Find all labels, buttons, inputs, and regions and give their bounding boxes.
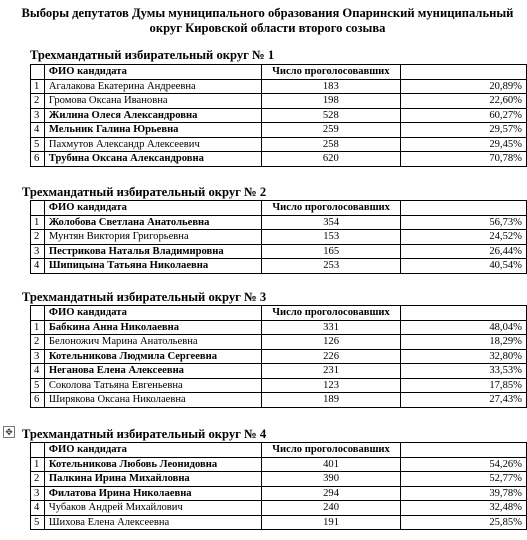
table-row: [31, 79, 527, 94]
row-number: 2: [31, 94, 45, 109]
candidate-name: Громова Оксана Ивановна: [44, 94, 261, 109]
table-row: [31, 137, 527, 152]
table-row: [31, 349, 527, 364]
votes-count: 165: [261, 244, 401, 259]
votes-count: 123: [261, 378, 401, 393]
header-name-cell: ФИО кандидата: [44, 306, 261, 321]
votes-count: 240: [261, 501, 401, 516]
candidate-name: Филатова Ирина Николаевна: [44, 486, 261, 501]
table-row: [31, 486, 527, 501]
votes-percent: 29,45%: [401, 137, 527, 152]
row-number: 6: [31, 152, 45, 167]
four-arrows-move-icon[interactable]: ✥: [3, 426, 15, 438]
candidate-name: Трубина Оксана Александровна: [44, 152, 261, 167]
table-header-row: [31, 65, 527, 80]
header-pct-cell: [401, 443, 527, 458]
header-votes-cell: Число проголосовавших: [261, 65, 401, 80]
votes-count: 253: [261, 259, 401, 274]
district-3-table: [30, 305, 527, 408]
votes-count: 390: [261, 472, 401, 487]
votes-count: 331: [261, 320, 401, 335]
row-number: 3: [31, 108, 45, 123]
district-4-title: Трехмандатный избирательный округ № 4: [22, 427, 267, 441]
district-3-title: Трехмандатный избирательный округ № 3: [22, 290, 267, 304]
votes-percent: 48,04%: [401, 320, 527, 335]
header-votes-cell: Число проголосовавших: [261, 201, 401, 216]
district-2-table: [30, 200, 527, 274]
votes-percent: 40,54%: [401, 259, 527, 274]
row-number: 1: [31, 457, 45, 472]
candidate-name: Палкина Ирина Михайловна: [44, 472, 261, 487]
candidate-name: Жолобова Светлана Анатольевна: [44, 215, 261, 230]
candidate-name: Пахмутов Александр Алексеевич: [44, 137, 261, 152]
table-row: [31, 94, 527, 109]
row-number: 2: [31, 230, 45, 245]
header-votes-cell: Число проголосовавших: [261, 443, 401, 458]
row-number: 3: [31, 486, 45, 501]
votes-percent: 26,44%: [401, 244, 527, 259]
table-row: [31, 108, 527, 123]
candidate-name: Котельникова Любовь Леонидовна: [44, 457, 261, 472]
votes-percent: 29,57%: [401, 123, 527, 138]
header-name-cell: ФИО кандидата: [44, 201, 261, 216]
row-number: 5: [31, 137, 45, 152]
votes-percent: 24,52%: [401, 230, 527, 245]
votes-count: 401: [261, 457, 401, 472]
votes-percent: 39,78%: [401, 486, 527, 501]
candidate-name: Белоножич Марина Анатольевна: [44, 335, 261, 350]
row-number: 4: [31, 259, 45, 274]
votes-count: 354: [261, 215, 401, 230]
row-number: 2: [31, 472, 45, 487]
candidate-name: Котельникова Людмила Сергеевна: [44, 349, 261, 364]
table-row: [31, 215, 527, 230]
table-row: [31, 230, 527, 245]
header-votes-cell: Число проголосовавших: [261, 306, 401, 321]
votes-count: 191: [261, 515, 401, 530]
table-row: [31, 244, 527, 259]
district-1-table: [30, 64, 527, 167]
row-number: 4: [31, 123, 45, 138]
table-row: [31, 152, 527, 167]
candidate-name: Ширякова Оксана Николаевна: [44, 393, 261, 408]
district-1-title: Трехмандатный избирательный округ № 1: [30, 48, 275, 62]
votes-percent: 52,77%: [401, 472, 527, 487]
candidate-name: Жилина Олеся Александровна: [44, 108, 261, 123]
votes-percent: 56,73%: [401, 215, 527, 230]
votes-percent: 18,29%: [401, 335, 527, 350]
votes-percent: 25,85%: [401, 515, 527, 530]
header-num-cell: [31, 65, 45, 80]
row-number: 4: [31, 501, 45, 516]
table-row: [31, 259, 527, 274]
votes-percent: 27,43%: [401, 393, 527, 408]
votes-percent: 32,48%: [401, 501, 527, 516]
candidate-name: Агалакова Екатерина Андреевна: [44, 79, 261, 94]
votes-percent: 17,85%: [401, 378, 527, 393]
row-number: 3: [31, 244, 45, 259]
header-pct-cell: [401, 306, 527, 321]
row-number: 1: [31, 215, 45, 230]
votes-count: 153: [261, 230, 401, 245]
votes-count: 231: [261, 364, 401, 379]
votes-count: 528: [261, 108, 401, 123]
candidate-name: Шипицына Татьяна Николаевна: [44, 259, 261, 274]
votes-count: 620: [261, 152, 401, 167]
table-header-row: [31, 306, 527, 321]
row-number: 5: [31, 515, 45, 530]
row-number: 4: [31, 364, 45, 379]
district-2-title: Трехмандатный избирательный округ № 2: [22, 185, 267, 199]
candidate-name: Бабкина Анна Николаевна: [44, 320, 261, 335]
table-row: [31, 457, 527, 472]
row-number: 5: [31, 378, 45, 393]
votes-count: 189: [261, 393, 401, 408]
votes-count: 258: [261, 137, 401, 152]
table-row: [31, 364, 527, 379]
votes-percent: 60,27%: [401, 108, 527, 123]
votes-count: 126: [261, 335, 401, 350]
table-header-row: [31, 443, 527, 458]
header-name-cell: ФИО кандидата: [44, 443, 261, 458]
table-row: [31, 320, 527, 335]
candidate-name: Мунтян Виктория Григорьевна: [44, 230, 261, 245]
votes-count: 183: [261, 79, 401, 94]
votes-count: 198: [261, 94, 401, 109]
candidate-name: Пестрикова Наталья Владимировна: [44, 244, 261, 259]
document-title: Выборы депутатов Думы муниципального образования Опаринский муниципальный округ Кировской области второго созыва: [21, 6, 514, 35]
votes-percent: 20,89%: [401, 79, 527, 94]
votes-count: 226: [261, 349, 401, 364]
table-row: [31, 501, 527, 516]
table-row: [31, 123, 527, 138]
candidate-name: Неганова Елена Алексеевна: [44, 364, 261, 379]
votes-count: 294: [261, 486, 401, 501]
candidate-name: Мельник Галина Юрьевна: [44, 123, 261, 138]
row-number: 6: [31, 393, 45, 408]
votes-count: 259: [261, 123, 401, 138]
header-num-cell: [31, 443, 45, 458]
table-row: [31, 378, 527, 393]
row-number: 1: [31, 79, 45, 94]
table-row: [31, 393, 527, 408]
row-number: 1: [31, 320, 45, 335]
votes-percent: 54,26%: [401, 457, 527, 472]
candidate-name: Соколова Татьяна Евгеньевна: [44, 378, 261, 393]
table-header-row: [31, 201, 527, 216]
header-pct-cell: [401, 65, 527, 80]
table-row: [31, 515, 527, 530]
votes-percent: 32,80%: [401, 349, 527, 364]
candidate-name: Шихова Елена Алексеевна: [44, 515, 261, 530]
row-number: 3: [31, 349, 45, 364]
header-num-cell: [31, 306, 45, 321]
header-name-cell: ФИО кандидата: [44, 65, 261, 80]
votes-percent: 70,78%: [401, 152, 527, 167]
table-row: [31, 335, 527, 350]
votes-percent: 22,60%: [401, 94, 527, 109]
table-row: [31, 472, 527, 487]
candidate-name: Чубаков Андрей Михайлович: [44, 501, 261, 516]
votes-percent: 33,53%: [401, 364, 527, 379]
header-pct-cell: [401, 201, 527, 216]
header-num-cell: [31, 201, 45, 216]
row-number: 2: [31, 335, 45, 350]
district-4-table: [30, 442, 527, 530]
